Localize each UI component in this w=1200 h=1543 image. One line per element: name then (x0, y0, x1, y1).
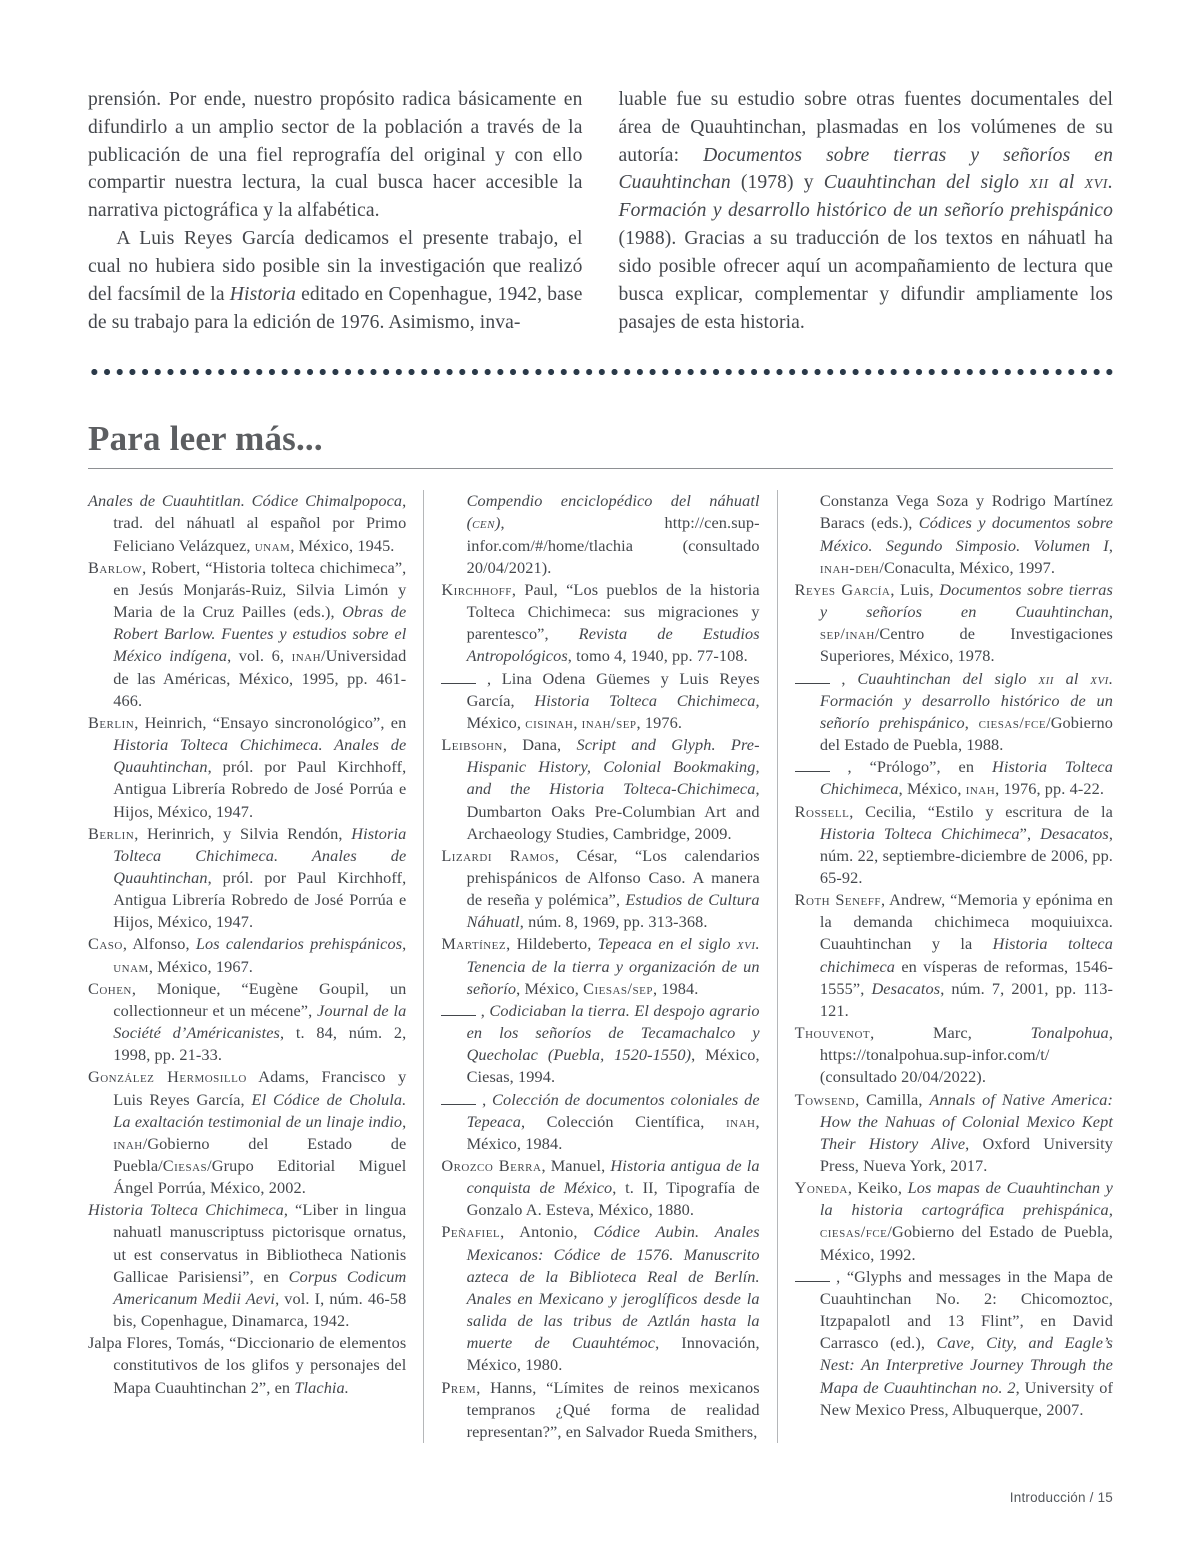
bib-entry: Constanza Vega Soza y Rodrigo Martínez Baracs (eds.), Códices y documentos sobre México. Segundo Simposio. Volumen I, inah-deh/Conaculta, México, 1997. (819, 491, 1113, 577)
bib-entry: , Colección de documentos coloniales de Tepeaca, Colección Científica, inah, México, 1984. (441, 1089, 759, 1155)
bibliography (88, 490, 1113, 1443)
bib-entry: , Codiciaban la tierra. El despojo agrario en los señoríos de Tecamachalco y Quecholac (Puebla, 1520-1550), México, Ciesas, 1994. (441, 1000, 759, 1089)
heading-rule (88, 468, 1113, 469)
bib-entry: Yoneda, Keiko, Los mapas de Cuauhtinchan y la historia cartográfica prehispánica, ciesas/fce/Gobierno del Estado de Puebla, México, 1992. (794, 1178, 1113, 1264)
paragraph: prensión. Por ende, nuestro propósito radica básicamente en difundirlo a un amplio sector de la población a través de la publicación de una fiel reprografía del original y con ello compartir nuestra lectura, la cual busca hacer accesible la narrativa pictográfica y la alfabética. (88, 89, 583, 222)
bib-column-2 (423, 490, 776, 1443)
bib-entry: Thouvenot, Marc, Tonalpohua, https://tonalpohua.sup-infor.com/t/ (consultado 20/04/2022). (794, 1023, 1113, 1087)
section-heading: Para leer más... (88, 419, 323, 459)
bib-entry: Prem, Hanns, “Límites de reinos mexicanos tempranos ¿Qué forma de realidad representan?”, en Salvador Rueda Smithers, (441, 1377, 760, 1441)
bib-entry: Reyes García, Luis, Documentos sobre tierras y señoríos en Cuauhtinchan, sep/inah/Centro de Investigaciones Superiores, México, 1978. (794, 579, 1113, 666)
bib-entry: Peñafiel, Antonio, Códice Aubin. Anales Mexicanos: Códice de 1576. Manuscrito azteca de la Biblioteca Real de Berlín. Anales en Mexicano y jeroglíficos desde la salida de las tribus de Aztlán hasta la muerte de Cuauhtémoc, Innovación, México, 1980. (441, 1222, 760, 1375)
bib-entry: Martínez, Hildeberto, Tepeaca en el siglo xvi. Tenencia de la tierra y organización de un señorío, México, Ciesas/sep, 1984. (441, 934, 760, 998)
bib-entry: Caso, Alfonso, Los calendarios prehispánicos, unam, México, 1967. (88, 934, 407, 976)
bib-entry: González Hermosillo Adams, Francisco y Luis Reyes García, El Códice de Cholula. La exaltación testimonial de un linaje indio, inah/Gobierno del Estado de Puebla/Ciesas/Grupo Editorial Miguel Ángel Porrúa, México, 2002. (88, 1067, 407, 1198)
bib-entry: Cohen, Monique, “Eugène Goupil, un collectionneur et un mécene”, Journal de la Société d’Américanistes, t. 84, núm. 2, 1998, pp. 21-33. (88, 978, 407, 1065)
paragraph: luable fue su estudio sobre otras fuentes documentales del área de Quauhtinchan, plasmadas en los volúmenes de su autoría: Documentos sobre tierras y señoríos en Cuauhtinchan (1978) y Cuauhtinchan del siglo xii al xvi. Formación y desarrollo histórico de un señorío prehispánico (1988). Gracias a su traducción de los textos en náhuatl ha sido posible ofrecer aquí un acompañamiento de lectura que busca explicar, complementar y difundir ampliamente los pasajes de esta historia. (618, 89, 1113, 333)
paragraph: A Luis Reyes García dedicamos el presente trabajo, el cual no hubiera sido posible sin la investigación que realizó del facsímil de la Historia editado en Copenhague, 1942, base de su trabajo para la edición de 1976. Asimismo, inva- (88, 228, 583, 333)
page-footer: Introducción / 15 (1009, 1490, 1113, 1505)
bib-entry: , “Prólogo”, en Historia Tolteca Chichimeca, México, inah, 1976, pp. 4-22. (795, 756, 1113, 800)
bib-entry: Orozco Berra, Manuel, Historia antigua de la conquista de México, t. II, Tipografía de Gonzalo A. Esteva, México, 1880. (441, 1156, 760, 1220)
bib-entry: Roth Seneff, Andrew, “Memoria y epónima en la demanda chichimeca moquiuixca. Cuauhtinchan y la Historia tolteca chichimeca en vísperas de reformas, 1546-1555”, Desacatos, núm. 7, 2001, pp. 113-121. (794, 890, 1113, 1020)
intro-section (88, 86, 1113, 336)
bib-entry: Kirchhoff, Paul, “Los pueblos de la historia Tolteca Chichimeca: sus migraciones y parentesco”, Revista de Estudios Antropológicos, tomo 4, 1940, pp. 77-108. (441, 579, 760, 666)
intro-right-column (619, 86, 1114, 336)
bib-entry: , Cuauhtinchan del siglo xii al xvi. Formación y desarrollo histórico de un señorío prehispánico, ciesas/fce/Gobierno del Estado de Puebla, 1988. (795, 668, 1113, 757)
dotted-divider (88, 367, 1113, 377)
bib-column-1 (88, 490, 423, 1443)
bib-column-3 (777, 490, 1113, 1443)
bib-entry: , “Glyphs and messages in the Mapa de Cuauhtinchan No. 2: Chicomoztoc, Itzpapalotl and 13 Flint”, en David Carrasco (ed.), Cave, City, and Eagle’s Nest: An Interpretive Journey Through the Mapa de Cuauhtinchan no. 2, University of New Mexico Press, Albuquerque, 2007. (795, 1266, 1113, 1421)
bib-entry: Compendio enciclopédico del náhuatl (cen), http://cen.sup-infor.com/#/home/tlachia (consultado 20/04/2021). (466, 491, 760, 577)
bib-entry: , Lina Odena Güemes y Luis Reyes García, Historia Tolteca Chichimeca, México, cisinah, inah/sep, 1976. (441, 668, 759, 734)
bib-entry: Historia Tolteca Chichimeca, “Liber in lingua nahuatl manuscriptuss pictorisque ornatus, ut est conservatus in Bibliotheca Nationis Gallicae Parisiensi”, en Corpus Codicum Americanum Medii Aevi, vol. I, núm. 46-58 bis, Copenhague, Dinamarca, 1942. (88, 1200, 407, 1331)
bib-entry: Barlow, Robert, “Historia tolteca chichimeca”, en Jesús Monjarás-Ruiz, Silvia Limón y Maria de la Cruz Pailles (eds.), Obras de Robert Barlow. Fuentes y estudios sobre el México indígena, vol. 6, inah/Universidad de las Américas, México, 1995, pp. 461-466. (88, 557, 407, 710)
bib-entry: Towsend, Camilla, Annals of Native America: How the Nahuas of Colonial Mexico Kept Their History Alive, Oxford University Press, Nueva York, 2017. (794, 1089, 1113, 1175)
bib-entry: Jalpa Flores, Tomás, “Diccionario de elementos constitutivos de los glifos y personajes del Mapa Cuauhtinchan 2”, en Tlachia. (88, 1333, 407, 1397)
intro-left-column (88, 86, 583, 336)
bib-entry: Berlin, Heinrich, “Ensayo sincronológico”, en Historia Tolteca Chichimeca. Anales de Quauhtinchan, pról. por Paul Kirchhoff, Antigua Librería Robredo de José Porrúa e Hijos, México, 1947. (88, 712, 407, 821)
bib-entry: Berlin, Herinrich, y Silvia Rendón, Historia Tolteca Chichimeca. Anales de Quauhtinchan, pról. por Paul Kirchhoff, Antigua Librería Robredo de José Porrúa e Hijos, México, 1947. (88, 823, 407, 932)
bib-entry: Leibsohn, Dana, Script and Glyph. Pre-Hispanic History, Colonial Bookmaking, and the Historia Tolteca-Chichimeca, Dumbarton Oaks Pre-Columbian Art and Archaeology Studies, Cambridge, 2009. (441, 735, 760, 843)
bib-entry: Anales de Cuauhtitlan. Códice Chimalpopoca, trad. del náhuatl al español por Primo Feliciano Velázquez, unam, México, 1945. (88, 491, 407, 555)
bib-entry: Lizardi Ramos, César, “Los calendarios prehispánicos de Alfonso Caso. A manera de reseña y polémica”, Estudios de Cultura Náhuatl, núm. 8, 1969, pp. 313-368. (441, 845, 760, 932)
bib-entry: Rossell, Cecilia, “Estilo y escritura de la Historia Tolteca Chichimeca”, Desacatos, núm. 22, septiembre-diciembre de 2006, pp. 65-92. (794, 801, 1113, 887)
